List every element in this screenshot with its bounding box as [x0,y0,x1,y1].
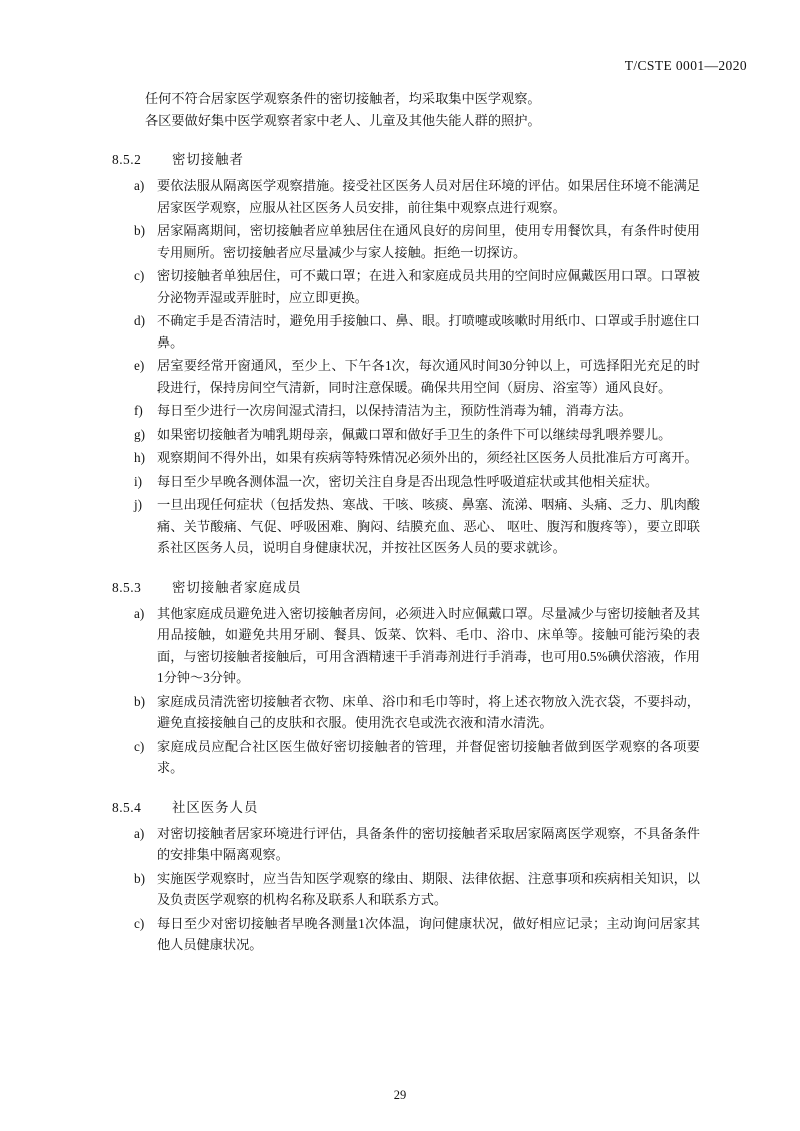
section-heading [112,150,700,170]
section-title: 密切接触者 [172,152,244,167]
list-marker: i) [134,473,143,489]
list-item [112,913,700,956]
list-item-text: 实施医学观察时，应当告知医学观察的缘由、期限、法律依据、注意事项和疾病相关知识，以及负责医学观察的机构名称及联系人和联系方式。 [157,870,700,907]
page-number: 29 [393,1088,407,1102]
list-marker: j) [134,497,143,512]
list-item-text: 其他家庭成员避免进入密切接触者房间，必须进入时应佩戴口罩。尽量减少与密切接触者及其用品接触，如避免共用牙刷、餐具、饭菜、饮料、毛巾、浴巾、床单等。接触可能污染的表面，与密切接触者接触后，可用含酒精速干手消毒剂进行手消毒，也可用0.5%碘伏溶液，作用1分钟～3分钟。 [157,605,700,685]
list-item [112,736,700,779]
list-marker: c) [134,268,145,283]
list-item [112,447,700,469]
list-item [112,355,700,398]
list-item [112,868,700,911]
list-item [112,691,700,734]
list-item [112,175,700,218]
list-marker: c) [134,738,145,754]
list-item-text: 每日至少早晚各测体温一次，密切关注自身是否出现急性呼吸道症状或其他相关症状。 [157,473,659,489]
list-marker: e) [134,358,145,373]
list-item [112,220,700,263]
list-item [112,823,700,866]
list-item-text: 家庭成员清洗密切接触者衣物、床单、浴巾和毛巾等时，将上述衣物放入洗衣袋，不要抖动，避免直接接触自己的皮肤和衣服。使用洗衣皂或洗衣液和清水清洗。 [157,693,700,730]
list-item [112,603,700,689]
list-item-text: 居室要经常开窗通风，至少上、下午各1次，每次通风时间30分钟以上，可选择阳光充足的时段进行，保持房间空气清新，同时注意保暖。确保共用空间（厨房、浴室等）通风良好。 [157,358,700,395]
section-heading [112,798,700,818]
list-item-text: 每日至少进行一次房间湿式清扫，以保持清洁为主，预防性消毒为辅，消毒方法。 [157,403,632,418]
list-item [112,424,700,446]
list-item-text: 密切接触者单独居住，可不戴口罩；在进入和家庭成员共用的空间时应佩戴医用口罩。口罩被分泌物弄湿或弄脏时，应立即更换。 [157,268,700,305]
list-marker: c) [134,915,145,931]
list-item [112,265,700,308]
list-item-text: 居家隔离期间，密切接触者应单独居住在通风良好的房间里，使用专用餐饮具，有条件时使用专用厕所。密切接触者应尽量减少与家人接触。拒绝一切探访。 [157,223,700,260]
lead-paragraph: 各区要做好集中医学观察者家中老人、儿童及其他失能人群的照护。 [145,112,541,128]
list-item-text: 观察期间不得外出，如果有疾病等特殊情况必须外出的，须经社区医务人员批准后方可离开。 [157,450,698,465]
list-marker: g) [134,426,145,442]
list-item [112,400,700,422]
list-item-text: 如果密切接触者为哺乳期母亲，佩戴口罩和做好手卫生的条件下可以继续母乳喂养婴儿。 [157,426,672,442]
list-item-text: 一旦出现任何症状（包括发热、寒战、干咳、咳痰、鼻塞、流涕、咽痛、头痛、乏力、肌肉酸痛、关节酸痛、气促、呼吸困难、胸闷、结膜充血、恶心、 呕吐、腹泻和腹疼等），要立即联系社区医务人员，说明自身健康状况，并按社区医务人员的要求就诊。 [157,497,700,555]
page-content [112,88,700,956]
list-item-text: 要依法服从隔离医学观察措施。接受社区医务人员对居住环境的评估。如果居住环境不能满足居家医学观察，应服从社区医务人员安排，前往集中观察点进行观察。 [157,178,700,215]
list-marker: h) [134,450,145,465]
list-item-text: 对密切接触者居家环境进行评估，具备条件的密切接触者采取居家隔离医学观察，不具备条件的安排集中隔离观察。 [157,825,700,862]
list-marker: b) [134,223,145,238]
list-item [112,471,700,493]
list-marker: a) [134,825,145,841]
section-number: 8.5.3 [112,579,142,595]
section-number: 8.5.2 [112,152,142,167]
list-marker: b) [134,870,145,886]
section-number: 8.5.4 [112,799,142,815]
lead-paragraph: 任何不符合居家医学观察条件的密切接触者，均采取集中医学观察。 [145,91,541,106]
list-marker: a) [134,178,145,193]
page-header-standard-code: T/CSTE 0001—2020 [624,58,747,73]
list-marker: f) [134,403,143,418]
section-list [112,823,700,956]
list-marker: d) [134,313,145,328]
list-item-text: 每日至少对密切接触者早晚各测量1次体温，询问健康状况，做好相应记录；主动询问居家其他人员健康状况。 [157,915,700,952]
list-item [112,310,700,353]
section-list [112,603,700,779]
list-item-text: 不确定手是否清洁时，避免用手接触口、鼻、眼。打喷嚏或咳嗽时用纸巾、口罩或手肘遮住口鼻。 [157,313,700,350]
section-title: 密切接触者家庭成员 [172,579,302,595]
section-heading [112,578,700,598]
section-list [112,175,700,559]
list-marker: a) [134,605,145,621]
section-title: 社区医务人员 [172,799,259,815]
lead-paragraphs [145,88,697,131]
list-item [112,494,700,559]
list-item-text: 家庭成员应配合社区医生做好密切接触者的管理，并督促密切接触者做到医学观察的各项要求。 [157,738,700,775]
list-marker: b) [134,693,145,709]
